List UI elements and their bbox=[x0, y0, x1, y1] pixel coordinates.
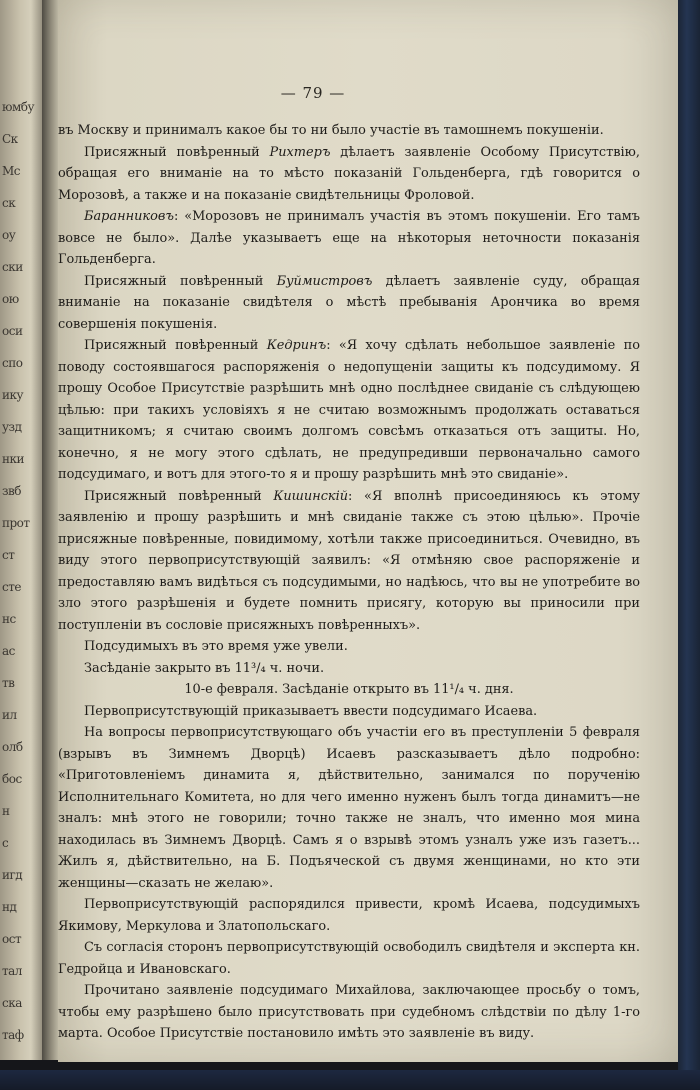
paragraph bbox=[58, 142, 640, 207]
paragraph-text: На вопросы первоприсутствующаго объ участіи его въ преступленіи 5 февраля (взрывъ въ Зимнемъ Дворцѣ) Исаевъ разсказываетъ дѣло подробно: «Приготовленіемъ динамита я, дѣйствительно, занимался по порученію Исполнительнаго Комитета, но для чего именно нуженъ былъ тогда динамитъ—не зналъ: мнѣ этого не говорили; точно также не зналъ, что именно моя мина находилась въ Зимнемъ Дворцѣ. Самъ я о взрывѣ этомъ узналъ уже изъ газетъ... Жилъ я, дѣйствительно, на Б. Подъяческой съ двумя женщинами, но кто эти женщины—сказать не желаю». bbox=[58, 725, 640, 891]
left-page-fragment: ост bbox=[2, 932, 22, 946]
paragraph bbox=[58, 206, 640, 271]
paragraph bbox=[58, 701, 640, 723]
speaker-name: Буймистровъ bbox=[276, 273, 373, 289]
speaker-name: Рихтеръ bbox=[269, 144, 331, 160]
left-page-fragment: бос bbox=[2, 772, 22, 786]
paragraph-text: Первоприсутствующій приказываетъ ввести подсудимаго Исаева. bbox=[84, 703, 538, 719]
left-page-fragment: ою bbox=[2, 292, 19, 306]
paragraph-text: Прочитано заявленіе подсудимаго Михайлова, заключающее просьбу о томъ, чтобы ему разрѣшено было присутствовать при судебномъ слѣдствіи по дѣлу 1-го марта. Особое Присутствіе постановило имѣть это заявленіе въ виду. bbox=[58, 983, 640, 1041]
paragraph-text: Присяжный повѣренный bbox=[84, 488, 274, 504]
left-page-fragment: нд bbox=[2, 900, 17, 914]
left-page-fragment: звб bbox=[2, 484, 22, 498]
left-page-fragment: юмбу bbox=[2, 100, 35, 114]
left-page-fragment: оси bbox=[2, 324, 23, 338]
left-page-fragment: сте bbox=[2, 580, 21, 594]
left-page-fragment: ск bbox=[2, 196, 16, 210]
paragraph-text: Присяжный повѣренный bbox=[84, 338, 267, 353]
book-cover-bottom bbox=[0, 1070, 700, 1090]
paragraph bbox=[58, 636, 640, 658]
paragraph-text: Съ согласія сторонъ первоприсутствующій освободилъ свидѣтеля и эксперта кн. Гедройца и Ивановскаго. bbox=[58, 940, 640, 977]
left-page-fragment: Ск bbox=[2, 132, 18, 146]
left-page-fragment: тал bbox=[2, 964, 22, 978]
paragraph bbox=[58, 679, 640, 701]
paragraph bbox=[58, 937, 640, 980]
left-page-fragment: ас bbox=[2, 644, 15, 658]
paragraph-text: дѣлаетъ заявленіе Особому Присутствію, обращая его вниманіе на то мѣсто показаній Гольденберга, гдѣ говорится о Морозовѣ, а также и на показаніе свидѣтельницы Фроловой. bbox=[58, 144, 640, 203]
paragraph-text: 10-е февраля. Засѣданіе открыто въ 11¹/₄ ч. дня. bbox=[184, 682, 514, 697]
left-page-fragment: нс bbox=[2, 612, 16, 626]
paragraph bbox=[58, 335, 640, 486]
left-page-fragment: Мс bbox=[2, 164, 21, 178]
paragraph-text: Засѣданіе закрыто въ 11³/₄ ч. ночи. bbox=[84, 660, 325, 676]
paragraph bbox=[58, 120, 640, 142]
left-page-fragment: спо bbox=[2, 356, 23, 370]
left-page-fragment: ику bbox=[2, 388, 24, 402]
paragraph-text: въ Москву и принималъ какое бы то ни было участіе въ тамошнемъ покушеніи. bbox=[58, 123, 604, 138]
paragraph bbox=[58, 980, 640, 1045]
left-page-fragment: олб bbox=[2, 740, 23, 754]
paragraph-text: Присяжный повѣренный bbox=[84, 273, 277, 289]
left-page-fragment: узд bbox=[2, 420, 22, 434]
book-page bbox=[58, 0, 680, 1062]
left-page-fragment: игд bbox=[2, 868, 23, 882]
paragraph bbox=[58, 271, 640, 336]
paragraph-text: : «Я вполнѣ присоединяюсь къ этому заявленію и прошу разрѣшить и мнѣ свиданіе также съ этою цѣлью». Прочіе присяжные повѣренные, повидимому, хотѣли также присоединиться. Очевидно, въ виду этого первоприсутствующій заявилъ: «Я отмѣняю свое распоряженіе и предоставляю вамъ видѣться съ подсудимыми, но надѣюсь, что вы не употребите во зло этого разрѣшенія и будете помнить присягу, которую вы приносили при поступленіи въ сословіе присяжныхъ повѣренныхъ». bbox=[58, 488, 640, 633]
speaker-name: Баранниковъ bbox=[84, 209, 174, 224]
left-page-fragment: ска bbox=[2, 996, 22, 1010]
left-page-fragment: прот bbox=[2, 516, 30, 530]
left-page-fragment: ил bbox=[2, 708, 17, 722]
paragraph bbox=[58, 722, 640, 894]
book-cover-edge bbox=[678, 0, 700, 1090]
paragraph bbox=[58, 894, 640, 937]
left-page-fragment: тв bbox=[2, 676, 15, 690]
left-page-fragment: нки bbox=[2, 452, 24, 466]
page-text bbox=[58, 120, 640, 1045]
paragraph-text: Присяжный повѣренный bbox=[84, 144, 270, 160]
left-page-fragment: с bbox=[2, 836, 9, 850]
paragraph bbox=[58, 486, 640, 637]
left-page-fragment: ски bbox=[2, 260, 23, 274]
page-number: — 79 — bbox=[280, 84, 346, 102]
left-page-fragment: таф bbox=[2, 1028, 24, 1042]
left-page-fragment: оу bbox=[2, 228, 16, 242]
left-page-fragment: ст bbox=[2, 548, 15, 562]
paragraph-text: Первоприсутствующій распорядился привести, кромѣ Исаева, подсудимыхъ Якимову, Меркулова и Златопольскаго. bbox=[58, 897, 640, 934]
speaker-name: Кедринъ bbox=[266, 338, 327, 353]
paragraph-text: : «Я хочу сдѣлать небольшое заявленіе по поводу состоявшагося распоряженія о недопущеніи защиты къ подсудимому. Я прошу Особое Присутствіе разрѣшить мнѣ одно послѣднее свиданіе съ слѣдующею цѣлью: при такихъ условіяхъ я не считаю возможнымъ продолжать оставаться защитникомъ; я считаю своимъ долгомъ совсѣмъ отказаться отъ защиты. Но, конечно, я не могу этого сдѣлать, не предупредивши первоначально самого подсудимаго, и вотъ для этого-то я и прошу разрѣшить мнѣ это свиданіе». bbox=[58, 338, 641, 482]
paragraph-text: : «Морозовъ не принималъ участія въ этомъ покушеніи. Его тамъ вовсе не было». Далѣе указываетъ еще на нѣкоторыя неточности показанія Гольденберга. bbox=[58, 209, 640, 267]
left-page-edge bbox=[0, 0, 44, 1060]
paragraph-text: дѣлаетъ заявленіе суду, обращая вниманіе на показаніе свидѣтеля о мѣстѣ пребыванія Арончика во время совершенія покушенія. bbox=[58, 273, 640, 332]
paragraph-text: Подсудимыхъ въ это время уже увели. bbox=[84, 639, 348, 654]
speaker-name: Кишинскій bbox=[273, 488, 349, 504]
paragraph bbox=[58, 658, 640, 680]
left-page-fragment: н bbox=[2, 804, 10, 818]
